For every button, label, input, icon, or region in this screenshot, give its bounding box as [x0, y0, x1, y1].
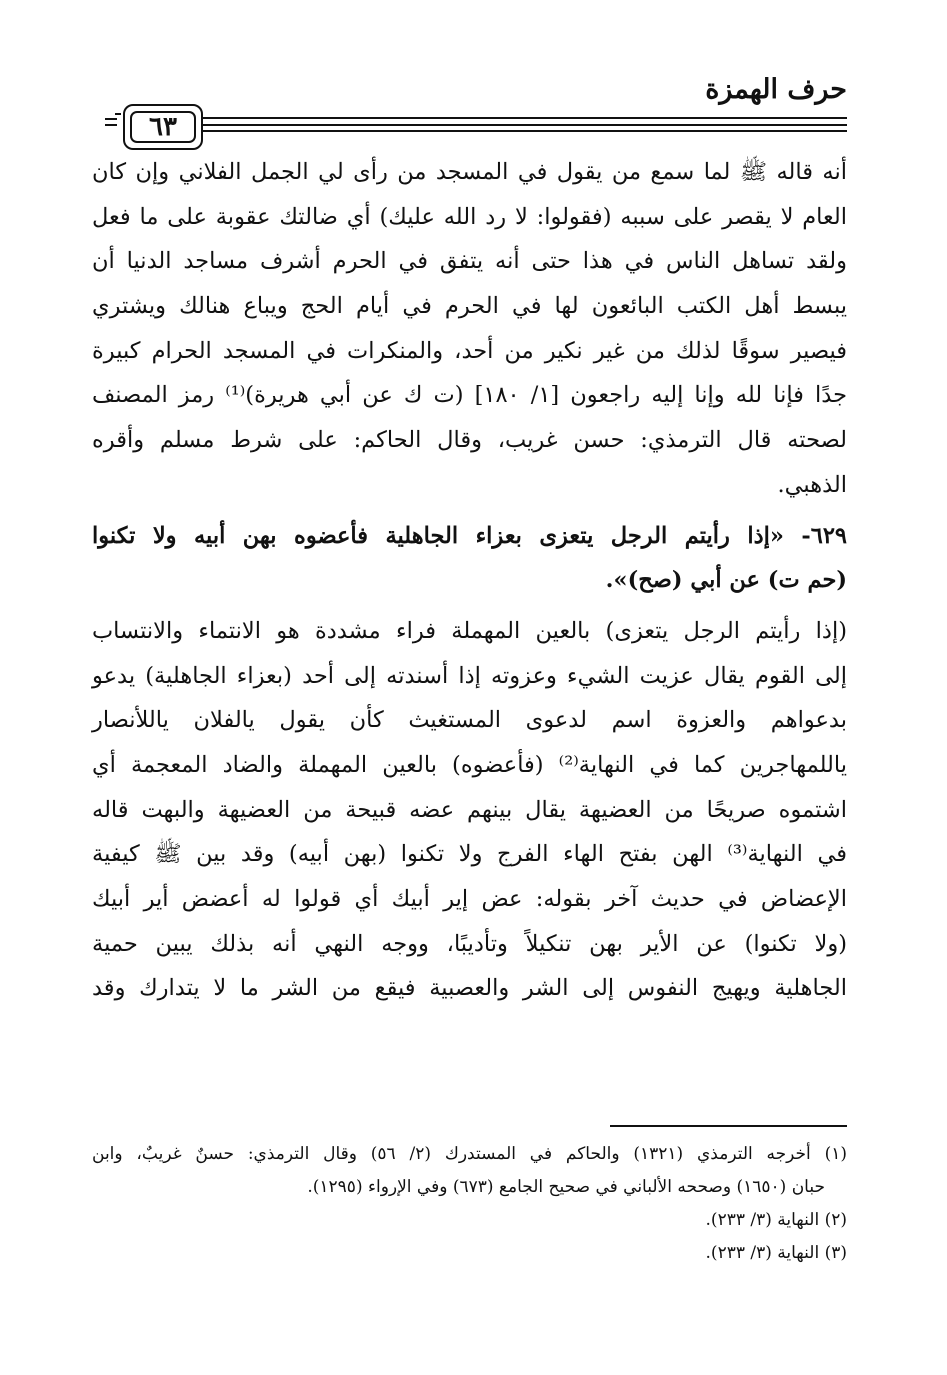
text-line: إلى القوم يقال عزيت الشيء وعزوته إذا أسندته إلى أحد (بعزاء الجاهلية) يدعو — [92, 662, 847, 689]
hadith-heading: ٦٢٩- «إذا رأيتم الرجل يتعزى بعزاء الجاهلية فأعضوه بهن أبيه ولا تكنوا — [92, 522, 847, 549]
text-line: يبسط أهل الكتب البائعون لها في الحرم في أيام الحج ويباع هنالك ويشتري — [92, 293, 847, 320]
hadith-source: (حم ت) عن أبي (صح)». — [605, 567, 847, 594]
text-line: أنه قاله ﷺ لما سمع من يقول في المسجد من رأى لي الجمل الفلاني وإن كان — [92, 159, 847, 185]
text-line: ياللمهاجرين كما في النهاية⁽²⁾ (فأعضوه) بالعين المهملة والضاد المعجمة أي — [92, 751, 847, 778]
footnote-2: (٢) النهاية (٣/ ٢٣٣). — [705, 1210, 847, 1230]
text-line: جدًا فإنا لله وإنا إليه راجعون [١/ ١٨٠] (ت ك عن أبي هريرة)⁽¹⁾ رمز المصنف — [92, 382, 847, 409]
footnote-1-continued: حبان (١٦٥٠) وصححه الألباني في صحيح الجامع (٦٧٣) وفي الإرواء (١٢٩٥). — [307, 1177, 825, 1197]
rule-ornament — [105, 116, 119, 130]
footnote-3: (٣) النهاية (٣/ ٢٣٣). — [705, 1243, 847, 1263]
text-line: الإعضاض في حديث آخر بقوله: عض إير أبيك أي قولوا له أعضض أير أبيك — [92, 886, 847, 912]
text-line: بدعواهم والعزوة اسم لدعوى المستغيث كأن يقول يالفلان ياللأنصار — [92, 707, 847, 734]
page-number: ٦٣ — [130, 111, 196, 143]
footnotes — [92, 1138, 847, 1270]
footnote-divider — [610, 1125, 847, 1127]
text-line: في النهاية⁽³⁾ الهن بفتح الهاء الفرج ولا تكنوا (بهن أبيه) وقد بين ﷺ كيفية — [92, 841, 848, 868]
header-rule — [105, 100, 847, 154]
text-line: الجاهلية ويهيج النفوس إلى الشر والعصبية فيقع من الشر ما لا يتدارك وقد — [92, 975, 847, 1002]
text-line: الذهبي. — [777, 471, 847, 498]
main-text — [92, 150, 847, 1011]
text-line: العام لا يقصر على سببه (فقولوا: لا رد الله عليك) أي ضالتك عقوبة على ما فعل — [92, 203, 847, 230]
text-line: لصحته قال الترمذي: حسن غريب، وقال الحاكم: على شرط مسلم وأقره — [92, 427, 847, 454]
footnote-1: (١) أخرجه الترمذي (١٣٢١) والحاكم في المستدرك (٢/ ٥٦) وقال الترمذي: حسنٌ غريبٌ، وابن — [92, 1144, 847, 1164]
running-title: حرف الهمزة — [705, 74, 847, 105]
page-number-box — [123, 104, 203, 150]
text-line: ولقد تساهل الناس في هذا حتى أنه يتفق في الحرم أشرف مساجد الدنيا أن — [92, 248, 847, 275]
text-line: (ولا تكنوا) عن الأير بهن تنكيلاً وتأديبًا، ووجه النهي أنه بذلك يبين حمية — [92, 930, 847, 957]
text-line: فيصير سوقًا لذلك من غير نكير من أحد، والمنكرات في المسجد الحرام كبيرة — [92, 337, 847, 364]
text-line: (إذا رأيتم الرجل يتعزى) بالعين المهملة فراء مشددة هو الانتماء والانتساب — [92, 617, 847, 644]
text-line: اشتموه صريحًا من العضيهة يقال بينهم عضه قبيحة من العضيهة والبهت قاله — [92, 796, 847, 823]
